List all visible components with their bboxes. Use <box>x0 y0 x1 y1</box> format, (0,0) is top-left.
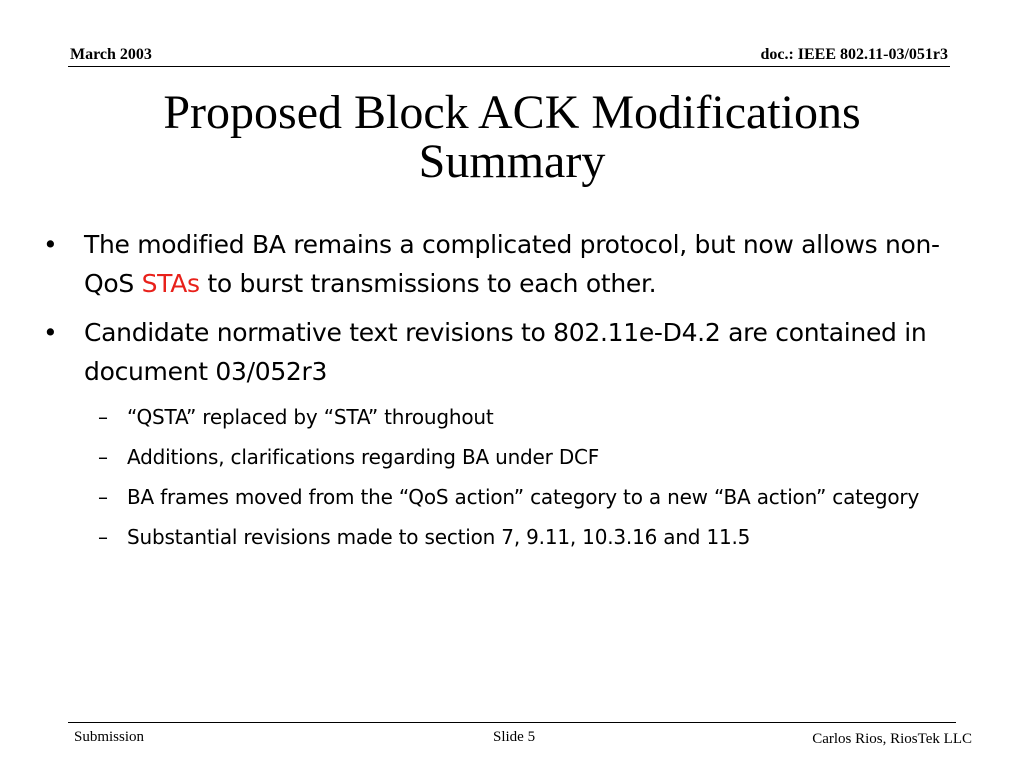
dash-icon: – <box>98 485 108 509</box>
bullet-item <box>40 225 985 303</box>
slide-body <box>40 225 985 561</box>
footer-slide-number: Slide 5 <box>493 729 536 745</box>
sub-bullet-item <box>40 401 985 433</box>
sub-bullet-item <box>40 441 985 473</box>
slide-title-line-2: Summary <box>418 135 606 188</box>
bullet-dot-icon: • <box>43 318 58 347</box>
sub-bullet-item <box>40 521 985 553</box>
dash-icon: – <box>98 525 108 549</box>
sub-bullet-text: “QSTA” replaced by “STA” throughout <box>127 405 494 429</box>
dash-icon: – <box>98 445 108 469</box>
header-divider <box>68 66 950 67</box>
sub-bullet-text: BA frames moved from the “QoS action” category to a new “BA action” category <box>127 485 920 509</box>
slide-title <box>0 88 1024 186</box>
footer-submission: Submission <box>74 729 145 745</box>
bullet-highlight-text: STAs <box>141 269 200 298</box>
header-date: March 2003 <box>70 46 152 63</box>
bullet-text-continued: to burst transmissions to each other. <box>199 269 657 298</box>
bullet-text: The modified BA remains a complicated protocol, but now allows non-QoS <box>84 230 940 298</box>
bullet-dot-icon: • <box>43 230 58 259</box>
slide-title-line-1: Proposed Block ACK Modifications <box>163 86 861 139</box>
header-doc-id: doc.: IEEE 802.11-03/051r3 <box>760 46 948 63</box>
bullet-item <box>40 313 985 391</box>
sub-bullet-text: Substantial revisions made to section 7, 9.11, 10.3.16 and 11.5 <box>127 525 751 549</box>
footer-divider <box>68 722 956 723</box>
footer-author: Carlos Rios, RiosTek LLC <box>812 731 972 747</box>
sub-bullet-item <box>40 481 985 513</box>
bullet-text: Candidate normative text revisions to 802.11e-D4.2 are contained in document 03/052r3 <box>84 318 927 386</box>
dash-icon: – <box>98 405 108 429</box>
sub-bullet-text: Additions, clarifications regarding BA under DCF <box>127 445 600 469</box>
